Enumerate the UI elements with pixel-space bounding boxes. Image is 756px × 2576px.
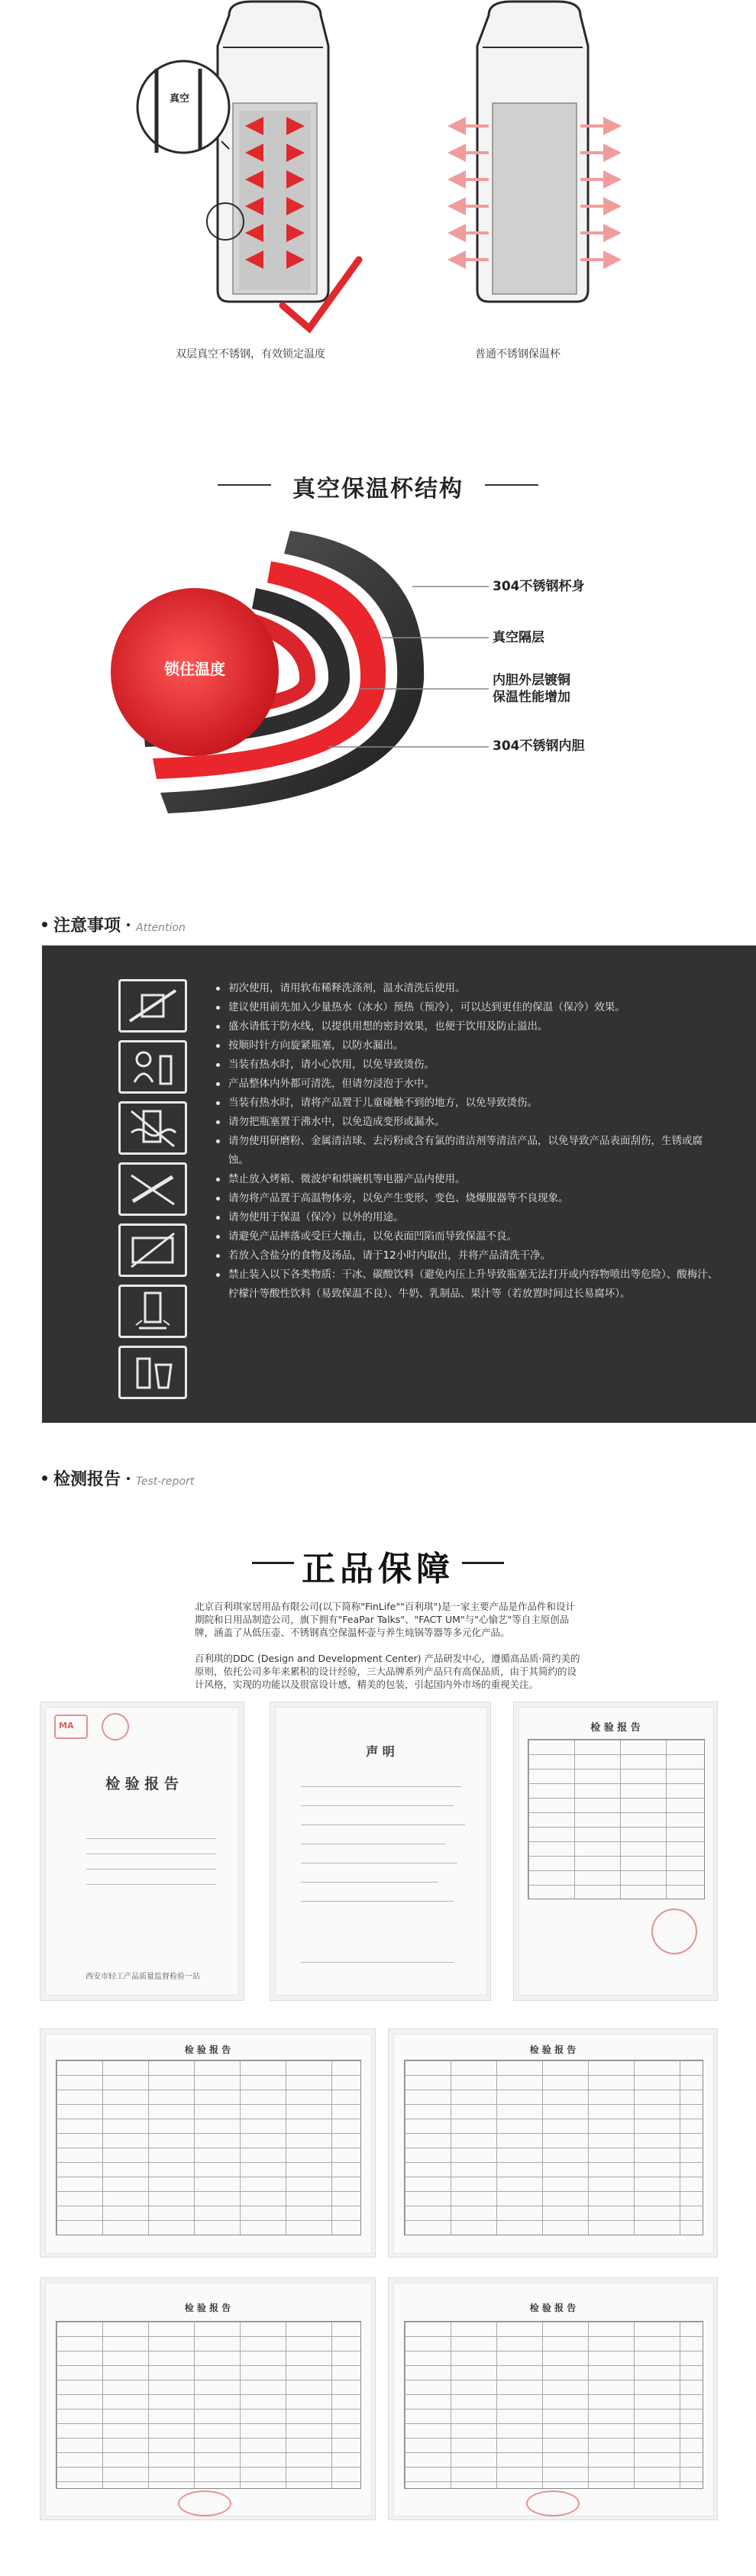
table-report-doc-2 [40,2028,376,2258]
bullet-dot-small [127,923,130,926]
note-item: 当装有热水时，请小心饮用，以免导致烫伤。 [216,1055,720,1075]
report-cover-doc: MA 检 验 报 告 西安市轻工产品质量监督检验一站 [40,1702,244,2001]
note-item: 按顺时针方向旋紧瓶塞，以防水漏出。 [216,1036,720,1055]
report-title: 检测报告 [53,1470,121,1489]
table-report-doc-5 [388,2277,718,2520]
note-item: 请勿使用研磨粉、金属清洁球、去污粉或含有氯的清洁剂等清洁产品，以免导致产品表面刮伤，生锈或腐蚀。 [216,1132,720,1170]
company-intro-1: 北京百利琪家居用品有限公司(以下简称"FinLife""百利琪")是一家主要产品是作品件和设计期院和日用品制造公司，旗下拥有"FeaPar Talks"、"FACT UM"与"心愉艺"等自主原创品牌，涵盖了从低压壶、不锈钢真空保温杯壶与养生炖锅等器等多元化产品。 [195,1601,575,1638]
ordinary-bottle [451,2,619,302]
note-item: 当装有热水时，请将产品置于儿童碰触不到的地方，以免导致烫伤。 [216,1094,720,1113]
attention-notes [216,979,720,1304]
note-item: 请勿将产品置于高温物体旁，以免产生变形、变色、烧爆服器等不良现象。 [216,1189,720,1208]
lock-temp-label: 锁住温度 [164,660,225,678]
table-report-title: 检 验 报 告 [184,2303,231,2313]
vacuum-bottle [137,2,359,328]
no-child-icon [118,1040,187,1094]
left-caption: 双层真空不锈钢，有效锁定温度 [176,348,325,360]
title-line-right [485,484,538,486]
layer-label-1: 304不锈钢杯身 [493,579,585,594]
note-item: 请勿把瓶塞置于沸水中，以免造成变形或漏水。 [216,1113,720,1132]
comparison-section [0,0,756,428]
structure-title: 真空保温杯结构 [292,476,464,503]
no-carbonated-icon [118,1346,187,1399]
report-subtitle: Test-report [136,1475,195,1488]
no-soak-icon [118,1101,187,1155]
no-washer-icon [118,979,187,1033]
table-report-doc-4 [40,2277,376,2520]
note-item: 初次使用，请用软布稀释洗涤剂，温水清洗后使用。 [216,979,720,998]
layer-label-4: 304不锈钢内胆 [493,739,585,754]
table-report-doc-1 [513,1702,718,2001]
statement-doc [270,1702,491,2001]
cover-org: 西安市轻工产品质量监督检验一站 [86,1973,200,1981]
note-item: 请避免产品摔落或受巨大撞击，以免表面凹陷而导致保温不良。 [216,1227,720,1246]
no-microwave-icon [118,1223,187,1277]
note-item: 若放入含盐分的食物及汤品，请于12小时内取出，并将产品清洗干净。 [216,1246,720,1265]
attention-subtitle: Attention [136,922,186,934]
statement-title: 声 明 [366,1744,395,1759]
genuine-guarantee-title: 正品保障 [302,1550,454,1589]
bullet-dot-small [127,1477,130,1480]
attention-title: 注意事项 [53,916,121,936]
note-item: 盛水请低于防水线，以提供用想的密封效果，也便于饮用及防止溢出。 [216,1017,720,1036]
bullet-dot [42,922,47,927]
table-report-doc-3 [388,2028,718,2258]
table-report-title: 检 验 报 告 [184,2044,231,2055]
table-report-title: 检 验 报 告 [529,2044,577,2055]
no-drop-icon [118,1285,187,1338]
layer-label-3: 内胆外层镀铜 保温性能增加 [493,673,570,705]
bullet-dot [42,1475,47,1481]
table-report-title: 检 验 报 告 [590,1722,641,1734]
cover-title: 检 验 报 告 [105,1776,179,1792]
cup-structure-diagram [0,504,756,848]
note-item: 请勿使用于保温（保冷）以外的用途。 [216,1208,720,1227]
attention-header [42,913,186,936]
table-report-title: 检 验 报 告 [529,2303,577,2313]
no-brush-icon [118,1162,187,1216]
main-title-line-right [462,1562,504,1564]
layer-label-2: 真空隔层 [493,630,544,645]
vacuum-label: 真空 [169,93,189,105]
note-item: 禁止放入烤箱、微波炉和烘碗机等电器产品内使用。 [216,1170,720,1189]
bottle-comparison-illustration [0,0,756,428]
note-item: 建议使用前先加入少量热水（冰水）预热（预冷），可以达到更佳的保温（保冷）效果。 [216,998,720,1017]
right-caption: 普通不锈钢保温杯 [475,348,561,360]
report-header [42,1466,194,1490]
note-item: 禁止装入以下各类物质：干冰、碳酸饮料（避免内压上升导致瓶塞无法打开或内容物喷出等危险）、酸梅汁、柠檬汁等酸性饮料（易致保温不良）、牛奶、乳制品、果汁等（若放置时间过长易腐坏）。 [216,1265,720,1304]
company-intro-2: 百利琪的DDC (Design and Development Center) 产品研发中心，遵循高品质·简约美的原则，依托公司多年来累积的设计经验，三大品牌系列产品只有高保品质，由于其简约的设计风格，实现的功能以及很富设计感，精美的包装，引起国内外市场的重视关注。 [195,1653,580,1690]
note-item: 产品整体内外都可清洗，但请勿浸泡于水中。 [216,1075,720,1094]
